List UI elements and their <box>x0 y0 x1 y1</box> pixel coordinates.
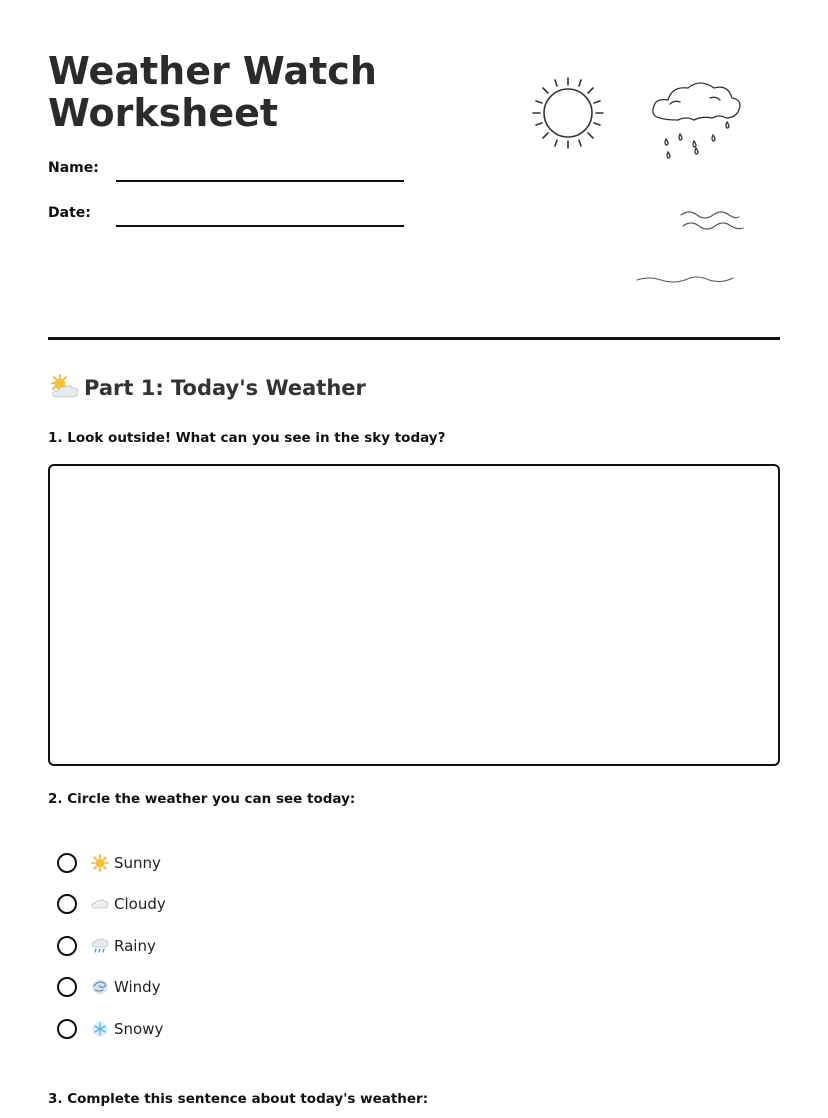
sun-icon <box>91 854 109 872</box>
title-line-2: Worksheet <box>48 91 279 135</box>
name-line[interactable] <box>116 180 404 182</box>
option-sunny[interactable] <box>57 850 161 876</box>
date-label: Date: <box>48 205 91 221</box>
option-sunny-circle[interactable] <box>57 853 77 873</box>
rain-cloud-icon <box>653 83 740 158</box>
option-cloudy-label: Cloudy <box>114 895 166 913</box>
date-line[interactable] <box>116 225 404 227</box>
snowflake-icon <box>91 1020 109 1038</box>
option-sunny-label: Sunny <box>114 854 161 872</box>
option-cloudy[interactable] <box>57 891 166 917</box>
wind-icon <box>637 212 743 282</box>
worksheet-title <box>48 50 388 134</box>
sun-icon <box>533 78 603 148</box>
part-1-heading <box>48 373 366 403</box>
weather-illustration <box>500 40 790 330</box>
question-3: 3. Complete this sentence about today's weather: <box>48 1091 429 1107</box>
wind-icon <box>91 978 109 996</box>
option-rainy-circle[interactable] <box>57 936 77 956</box>
title-line-1: Weather Watch <box>48 49 377 93</box>
option-windy-circle[interactable] <box>57 977 77 997</box>
question-2: 2. Circle the weather you can see today: <box>48 791 356 807</box>
option-rainy-label: Rainy <box>114 937 156 955</box>
option-windy[interactable] <box>57 974 161 1000</box>
part-1-heading-text: Part 1: Today's Weather <box>84 376 366 400</box>
question-1-answer-box[interactable] <box>48 464 780 766</box>
sun-behind-cloud-icon <box>48 373 78 403</box>
option-snowy-label: Snowy <box>114 1020 164 1038</box>
option-windy-label: Windy <box>114 978 161 996</box>
option-snowy[interactable] <box>57 1016 163 1042</box>
cloud-icon <box>91 895 109 913</box>
question-1: 1. Look outside! What can you see in the sky today? <box>48 430 446 446</box>
name-label: Name: <box>48 160 99 176</box>
option-rainy[interactable] <box>57 933 156 959</box>
header-divider <box>48 337 780 340</box>
option-cloudy-circle[interactable] <box>57 894 77 914</box>
option-snowy-circle[interactable] <box>57 1019 77 1039</box>
rain-cloud-icon <box>91 937 109 955</box>
